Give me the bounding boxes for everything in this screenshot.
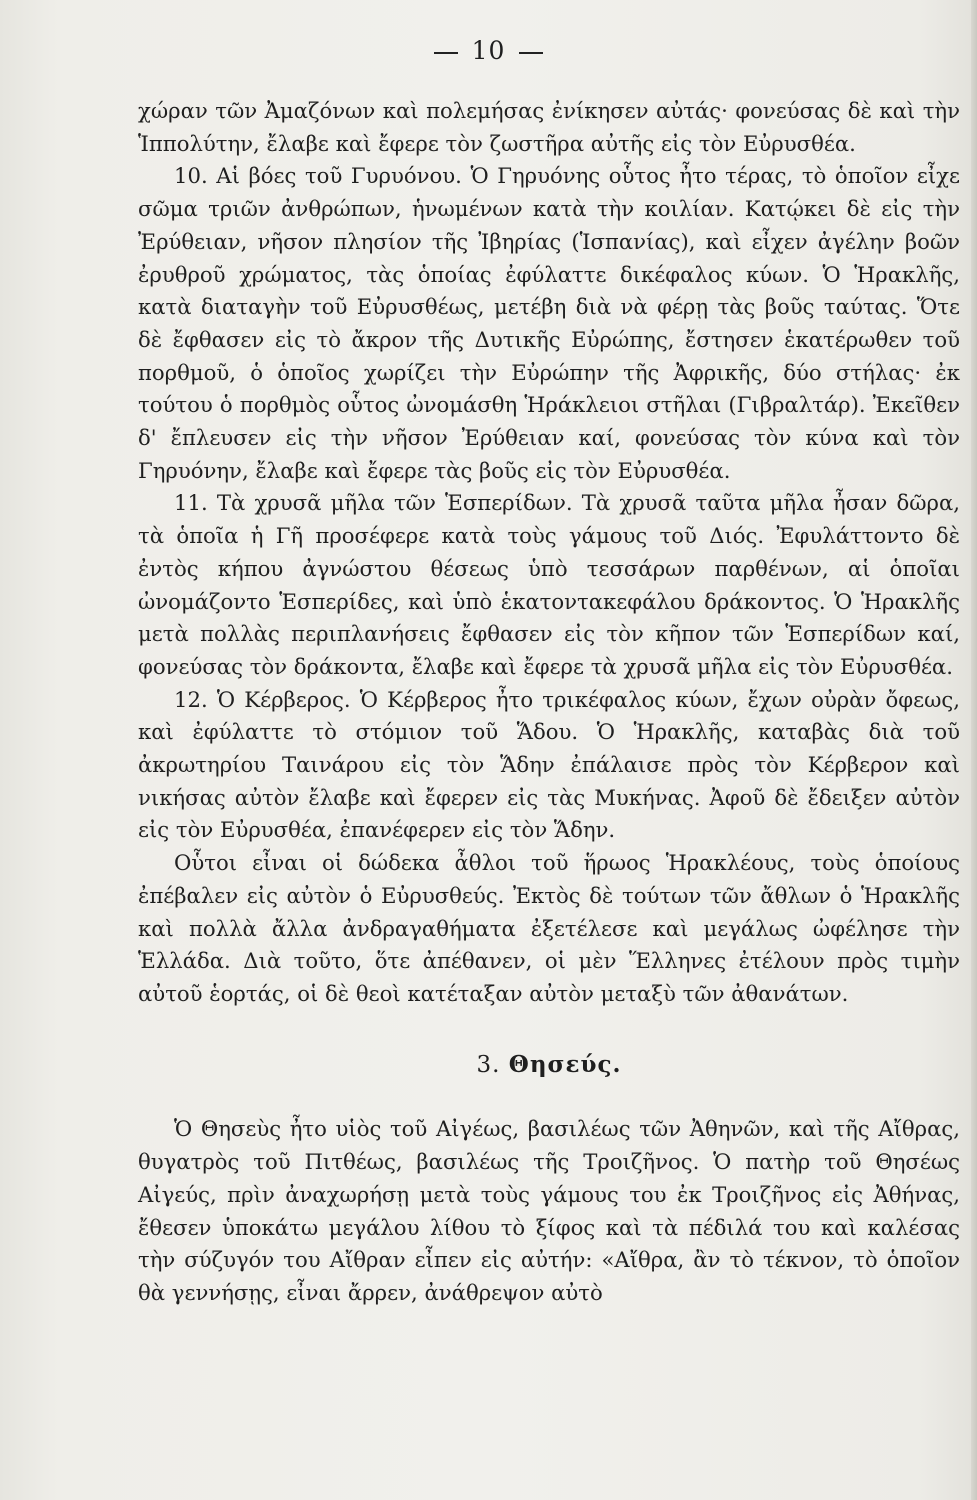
section-heading [138,1049,960,1082]
page-number: 10 [471,36,506,65]
section-name: Θησεύς. [508,1050,622,1078]
paragraph-continuation: χώραν τῶν Ἀμαζόνων καὶ πολεμήσας ἐνίκησεν αὐτάς· φονεύσας δὲ καὶ τὴν Ἱππολύτην, ἔλαβε καὶ ἔφερε τὸν ζωστῆρα αὐτῆς εἰς τὸν Εὐρυσθέα. [138,98,960,156]
section-number: 3. [476,1051,501,1078]
paragraph-theseus: Ὁ Θησεὺς ἦτο υἱὸς τοῦ Αἰγέως, βασιλέως τῶν Ἀθηνῶν, καὶ τῆς Αἴθρας, θυγατρὸς τοῦ Πιτθέως, βασιλέως τῆς Τροιζῆνος. Ὁ πατὴρ τοῦ Θησέως Αἰγεύς, πρὶν ἀναχωρήσῃ μετὰ τοὺς γάμους του ἐκ Τροιζῆνος εἰς Ἀθήνας, ἔθεσεν ὑποκάτω μεγάλου λίθου τὸ ξίφος καὶ τὰ πέδιλά του καὶ καλέσας τὴν σύζυγόν του Αἴθραν εἶπεν εἰς αὐτήν: «Αἴθρα, ἂν τὸ τέκνον, τὸ ὁποῖον θὰ γεννήσῃς, εἶναι ἄρρεν, ἀνάθρεψον αὐτὸ [138,1116,960,1305]
paragraph-summary: Οὗτοι εἶναι οἱ δώδεκα ἆθλοι τοῦ ἥρωος Ἡρακλέους, τοὺς ὁποίους ἐπέβαλεν εἰς αὐτὸν ὁ Εὐρυσθεύς. Ἐκτὸς δὲ τούτων τῶν ἄθλων ὁ Ἡρακλῆς καὶ πολλὰ ἄλλα ἀνδραγαθήματα ἐξετέλεσε καὶ μεγάλως ὠφέλησε τὴν Ἑλλάδα. Διὰ τοῦτο, ὅτε ἀπέθανεν, οἱ μὲν Ἕλληνες ἐτέλουν πρὸς τιμὴν αὐτοῦ ἑορτάς, οἱ δὲ θεοὶ κατέταξαν αὐτὸν μεταξὺ τῶν ἀθανάτων. [138,850,960,1006]
paragraph-labor-12: 12. Ὁ Κέρβερος. Ὁ Κέρβερος ἦτο τρικέφαλος κύων, ἔχων οὐρὰν ὄφεως, καὶ ἐφύλαττε τὸ στόμιον τοῦ Ἅδου. Ὁ Ἡρακλῆς, καταβὰς διὰ τοῦ ἀκρωτηρίου Ταινάρου εἰς τὸν Ἅδην ἐπάλαισε πρὸς τὸν Κέρβερον καὶ νικήσας αὐτὸν ἔλαβε καὶ ἔφερεν εἰς τὰς Μυκήνας. Ἀφοῦ δὲ ἔδειξεν αὐτὸν εἰς τὸν Εὐρυσθέα, ἐπανέφερεν εἰς τὸν Ἅδην. [138,686,960,843]
header-dash-left [434,52,458,54]
page-edge [971,0,977,1500]
paragraph-labor-11: 11. Τὰ χρυσᾶ μῆλα τῶν Ἑσπερίδων. Τὰ χρυσᾶ ταῦτα μῆλα ἦσαν δῶρα, τὰ ὁποῖα ἡ Γῆ προσέφερε κατὰ τοὺς γάμους τοῦ Διός. Ἐφυλάττοντο δὲ ἐντὸς κήπου ἀγνώστου θέσεως ὑπὸ τεσσάρων παρθένων, αἱ ὁποῖαι ὠνομάζοντο Ἑσπερίδες, καὶ ὑπὸ ἑκατοντακεφάλου δράκοντος. Ὁ Ἡρακλῆς μετὰ πολλὰς περιπλανήσεις ἔφθασεν εἰς τὸν κῆπον τῶν Ἑσπερίδων καί, φονεύσας τὸν δράκοντα, ἔλαβε καὶ ἔφερε τὰ χρυσᾶ μῆλα εἰς τὸν Εὐρυσθέα. [138,490,960,679]
header-dash-right [519,52,543,54]
paragraph-labor-10: 10. Αἱ βόες τοῦ Γυρυόνου. Ὁ Γηρυόνης οὗτος ἦτο τέρας, τὸ ὁποῖον εἶχε σῶμα τριῶν ἀνθρώπων, ἡνωμένων κατὰ τὴν κοιλίαν. Κατῴκει δὲ εἰς τὴν Ἐρύθειαν, νῆσον πλησίον τῆς Ἰβηρίας (Ἱσπανίας), καὶ εἶχεν ἀγέλην βοῶν ἐρυθροῦ χρώματος, τὰς ὁποίας ἐφύλαττε δικέφαλος κύων. Ὁ Ἡρακλῆς, κατὰ διαταγὴν τοῦ Εὐρυσθέως, μετέβη διὰ νὰ φέρῃ τὰς βοῦς ταύτας. Ὅτε δὲ ἔφθασεν εἰς τὸ ἄκρον τῆς Δυτικῆς Εὐρώπης, ἔστησεν ἑκατέρωθεν τοῦ πορθμοῦ, ὁ ὁποῖος χωρίζει τὴν Εὐρώπην τῆς Ἀφρικῆς, δύο στήλας· ἐκ τούτου ὁ πορθμὸς οὗτος ὠνομάσθη Ἡράκλειοι στῆλαι (Γιβραλτάρ). Ἐκεῖθεν δ' ἔπλευσεν εἰς τὴν νῆσον Ἐρύθειαν καί, φονεύσας τὸν κύνα καὶ τὸν Γηρυόνην, ἔλαβε καὶ ἔφερε τὰς βοῦς εἰς τὸν Εὐρυσθέα. [138,163,960,483]
main-text [138,95,960,1310]
page-header [0,36,977,65]
